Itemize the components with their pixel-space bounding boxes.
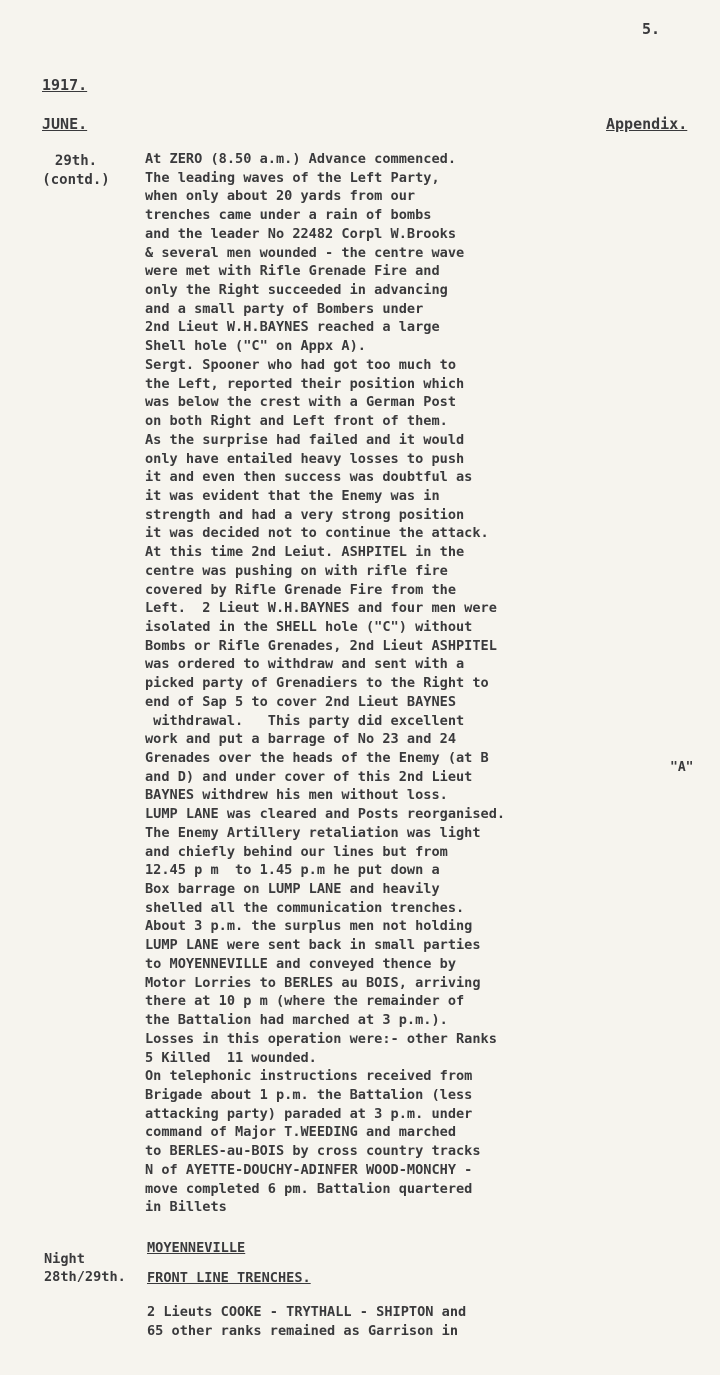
night-date [44, 1250, 126, 1286]
diary-line: 2nd Lieut W.H.BAYNES reached a large [145, 319, 440, 336]
diary-line: & several men wounded - the centre wave [145, 244, 465, 261]
entry-date [38, 152, 114, 191]
diary-line: and D) and under cover of this 2nd Lieut [145, 768, 473, 785]
diary-line: command of Major T.WEEDING and marched [145, 1124, 456, 1141]
diary-line: Shell hole ("C" on Appx A). [145, 338, 366, 355]
diary-line: the Battalion had marched at 3 p.m.). [145, 1012, 448, 1029]
diary-line: Sergt. Spooner who had got too much to [145, 356, 456, 373]
diary-line: Grenades over the heads of the Enemy (at B [145, 750, 489, 766]
place-heading: MOYENNEVILLE [147, 1240, 246, 1256]
diary-line: withdrawal. This party did excellent [145, 712, 465, 729]
diary-line: and chiefly behind our lines but from [145, 843, 448, 860]
diary-line: only have entailed heavy losses to push [145, 450, 465, 467]
diary-line: Losses in this operation were:- other Ranks [145, 1030, 497, 1047]
garrison-note [147, 1303, 466, 1340]
garrison-line: 2 Lieuts COOKE - TRYTHALL - SHIPTON and [147, 1304, 467, 1320]
diary-line: Left. 2 Lieut W.H.BAYNES and four men were [145, 600, 497, 617]
diary-line: was ordered to withdraw and sent with a [145, 656, 465, 673]
entry-date-day: 29th. [54, 153, 98, 169]
diary-line: LUMP LANE was cleared and Posts reorganised. [145, 806, 506, 823]
diary-line: attacking party) paraded at 3 p.m. under [145, 1105, 473, 1122]
diary-line: there at 10 p m (where the remainder of [145, 993, 465, 1010]
diary-line: Box barrage on LUMP LANE and heavily [145, 881, 440, 898]
diary-line: The leading waves of the Left Party, [145, 169, 440, 186]
diary-line: to BERLES-au-BOIS by cross country tracks [145, 1143, 481, 1160]
diary-line: trenches came under a rain of bombs [145, 207, 432, 224]
night-label: Night [44, 1251, 85, 1267]
diary-line: covered by Rifle Grenade Fire from the [145, 581, 456, 598]
diary-line: it was evident that the Enemy was in [145, 487, 440, 504]
diary-line: on both Right and Left front of them. [145, 413, 448, 430]
page-number: 5. [642, 20, 661, 38]
diary-entry-body [145, 150, 640, 1217]
diary-line: On telephonic instructions received from [145, 1068, 473, 1085]
diary-line: shelled all the communication trenches. [145, 899, 465, 916]
diary-line: At ZERO (8.50 a.m.) Advance commenced. [145, 151, 456, 167]
diary-line: was below the crest with a German Post [145, 394, 456, 411]
diary-line: Bombs or Rifle Grenades, 2nd Lieut ASHPITEL [145, 637, 497, 654]
year-heading: 1917. [42, 76, 88, 94]
appendix-reference: "A" [670, 760, 694, 775]
diary-line: end of Sap 5 to cover 2nd Lieut BAYNES [145, 693, 456, 710]
diary-line: when only about 20 yards from our [145, 188, 416, 205]
entry-date-contd: (contd.) [42, 172, 110, 189]
diary-line: N of AYETTE-DOUCHY-ADINFER WOOD-MONCHY - [145, 1161, 473, 1178]
night-date-range: 28th/29th. [44, 1269, 126, 1285]
diary-line: work and put a barrage of No 23 and 24 [145, 731, 456, 748]
diary-line: move completed 6 pm. Battalion quartered [145, 1180, 473, 1197]
diary-line: isolated in the SHELL hole ("C") without [145, 618, 473, 635]
diary-line: Motor Lorries to BERLES au BOIS, arriving [145, 974, 481, 991]
diary-line: 12.45 p m to 1.45 p.m he put down a [145, 862, 440, 879]
diary-line: As the surprise had failed and it would [145, 431, 465, 448]
diary-line: and the leader No 22482 Corpl W.Brooks [145, 225, 456, 242]
diary-line: BAYNES withdrew his men without loss. [145, 787, 448, 804]
diary-line: At this time 2nd Leiut. ASHPITEL in the [145, 544, 465, 561]
diary-line: The Enemy Artillery retaliation was light [145, 824, 481, 841]
month-heading: JUNE. [42, 115, 88, 133]
diary-line: centre was pushing on with rifle fire [145, 562, 448, 579]
appendix-column-label: Appendix. [606, 115, 688, 133]
diary-line: and a small party of Bombers under [145, 300, 424, 317]
diary-line: only the Right succeeded in advancing [145, 282, 448, 299]
diary-line: strength and had a very strong position [145, 506, 465, 523]
diary-line: it was decided not to continue the attack. [145, 525, 489, 542]
diary-line: picked party of Grenadiers to the Right to [145, 675, 489, 692]
diary-line: Brigade about 1 p.m. the Battalion (less [145, 1086, 473, 1103]
section-heading: FRONT LINE TRENCHES. [147, 1270, 311, 1286]
diary-line: LUMP LANE were sent back in small parties [145, 937, 481, 954]
diary-line: About 3 p.m. the surplus men not holding [145, 918, 473, 935]
diary-line: the Left, reported their position which [145, 375, 465, 392]
diary-line: were met with Rifle Grenade Fire and [145, 263, 440, 280]
diary-line: it and even then success was doubtful as [145, 469, 473, 486]
diary-line: 5 Killed 11 wounded. [145, 1049, 317, 1066]
garrison-line: 65 other ranks remained as Garrison in [147, 1322, 458, 1339]
diary-line: in Billets [145, 1199, 227, 1216]
diary-line: to MOYENNEVILLE and conveyed thence by [145, 955, 456, 972]
